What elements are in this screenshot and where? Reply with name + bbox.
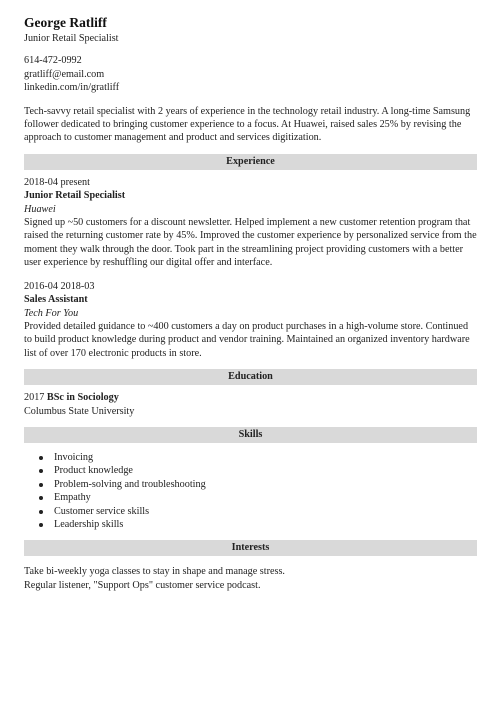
job-role: Sales Assistant (24, 294, 88, 306)
candidate-name: George Ratliff (24, 15, 107, 30)
interests-block (24, 565, 477, 592)
skill-item: Customer service skills (24, 505, 477, 518)
linkedin-url: linkedin.com/in/gratliff (24, 82, 120, 94)
skill-item: Empathy (24, 491, 477, 504)
job-company: Tech For You (24, 307, 79, 319)
section-header-experience: Experience (24, 154, 477, 170)
job-description: Signed up ~50 customers for a discount newsletter. Helped implement a new customer retention program that raised the returning customer rate by 45%. Improved the customer experience by personalized service from the moment they walk through the door. Took part in the streamlining project providing customers with a better user experience by reshuffling our digital offer and interface. (24, 217, 477, 269)
email-address: gratliff@email.com (24, 68, 105, 80)
skill-item: Invoicing (24, 451, 477, 464)
skill-item: Product knowledge (24, 464, 477, 477)
section-header-interests: Interests (24, 540, 477, 556)
interest-item: Regular listener, "Support Ops" customer service podcast. (24, 579, 261, 591)
job-dates: 2018-04 present (24, 176, 90, 188)
skills-list (24, 451, 477, 531)
section-header-skills: Skills (24, 427, 477, 443)
phone-number: 614-472-0992 (24, 55, 82, 67)
education-line (24, 391, 477, 404)
job-role: Junior Retail Specialist (24, 190, 126, 202)
job-company: Huawei (24, 203, 56, 215)
section-header-education: Education (24, 369, 477, 385)
education-school: Columbus State University (24, 405, 135, 417)
resume-page (24, 14, 477, 592)
skill-item: Leadership skills (24, 518, 477, 531)
candidate-title: Junior Retail Specialist (24, 33, 119, 44)
skill-item: Problem-solving and troubleshooting (24, 478, 477, 491)
education-year: 2017 (24, 392, 45, 404)
interest-item: Take bi-weekly yoga classes to stay in shape and manage stress. (24, 566, 285, 578)
contact-block (24, 54, 477, 94)
education-item (24, 391, 477, 418)
education-degree: BSc in Sociology (46, 392, 119, 404)
job-dates: 2016-04 2018-03 (24, 280, 95, 292)
job-description: Provided detailed guidance to ~400 customers a day on product purchases in a high-volume store. Continued to build product knowledge during product and vendor training. Maintained an organized inventory hardware list of over 170 electronic products in store. (24, 320, 470, 359)
experience-item (24, 176, 477, 270)
profile-summary: Tech-savvy retail specialist with 2 years of experience in the technology retail industry. A long-time Samsung follower dedicated to bringing customer experience to a focus. At Huawei, raised sales 25% by revising the approach to customer management and product and services digitization. (24, 105, 471, 144)
experience-item (24, 280, 477, 360)
